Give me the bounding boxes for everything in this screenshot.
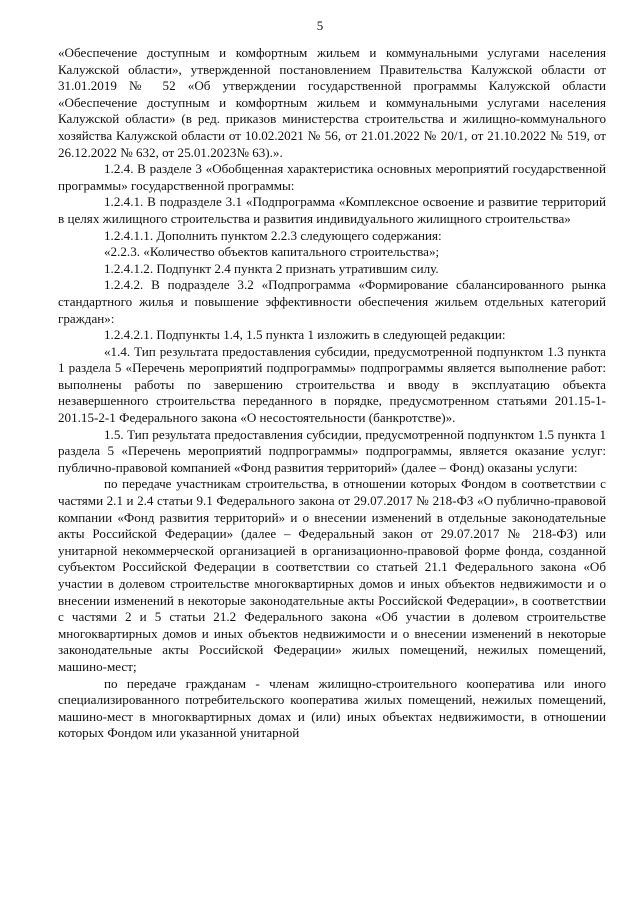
- page-number: 5: [316, 18, 324, 33]
- paragraph-12: по передаче гражданам - членам жилищно-строительного кооператива или иного специализированного потребительского кооператива жилых помещений, нежилых помещений, машино-мест в многоквартирных домах и (или) иных объектах недвижимости, в отношении которых Фондом или указанной унитарной: [58, 675, 606, 741]
- paragraph-8: 1.2.4.2.1. Подпункты 1.4, 1.5 пункта 1 изложить в следующей редакции:: [104, 327, 506, 343]
- paragraph-7: 1.2.4.2. В подразделе 3.2 «Подпрограмма «Формирование сбалансированного рынка стандартного жилья и повышение эффективности обеспечения жильем отдельных категорий граждан»:: [58, 277, 606, 326]
- paragraph-6: 1.2.4.1.2. Подпункт 2.4 пункта 2 признать утратившим силу.: [104, 260, 439, 276]
- document-body: [58, 45, 606, 742]
- paragraph-10: 1.5. Тип результата предоставления субсидии, предусмотренной подпунктом 1.5 пункта 1 раздела 5 «Перечень мероприятий подпрограммы» подпрограммы, является оказание услуг: публично-правовой компанией «Фонд развития территорий» (далее – Фонд) оказаны услуги:: [58, 426, 606, 475]
- paragraph-3: 1.2.4.1. В подразделе 3.1 «Подпрограмма «Комплексное освоение и развитие территорий в целях жилищного строительства и развития индивидуального жилищного строительства»: [58, 194, 606, 226]
- paragraph-5: «2.2.3. «Количество объектов капитального строительства»;: [104, 244, 440, 260]
- paragraph-4: 1.2.4.1.1. Дополнить пунктом 2.2.3 следующего содержания:: [104, 227, 442, 243]
- paragraph-1: «Обеспечение доступным и комфортным жильем и коммунальными услугами населения Калужской области», утвержденной постановлением Правительства Калужской области от 31.01.2019 № 52 «Об утверждении государственной программы Калужской области «Обеспечение доступным и комфортным жильем и коммунальными услугами населения Калужской области» (в ред. приказов министерства строительства и жилищно-коммунального хозяйства Калужской области от 10.02.2021 № 56, от 21.01.2022 № 20/1, от 21.10.2022 № 519, от 26.12.2022 № 632, от 25.01.2023№ 63).».: [58, 45, 606, 160]
- paragraph-9: «1.4. Тип результата предоставления субсидии, предусмотренной подпунктом 1.3 пункта 1 раздела 5 «Перечень мероприятий подпрограммы» подпрограммы является выполнение работ: выполнены работы по завершению строительства и вводу в эксплуатацию объекта незавершенного строительства переданного в порядке, предусмотренном статьями 201.15-1-201.15-2-1 Федерального закона «О несостоятельности (банкротстве)».: [58, 343, 606, 426]
- paragraph-11: по передаче участникам строительства, в отношении которых Фондом в соответствии с частями 2.1 и 2.4 статьи 9.1 Федерального закона от 29.07.2017 № 218-ФЗ «О публично-правовой компании «Фонд развития территорий» и о внесении изменений в отдельные законодательные акты Российской Федерации» (далее – Федеральный закон от 29.07.2017 № 218-ФЗ) или унитарной некоммерческой организацией в организационно-правовой форме фонда, созданной субъектом Российской Федерации в соответствии со статьей 21.1 Федерального закона «Об участии в долевом строительстве многоквартирных домов и иных объектов недвижимости и о внесении изменений в некоторые законодательные акты Российской Федерации», в соответствии с частями 2 и 5 статьи 21.2 Федерального закона «Об участии в долевом строительстве многоквартирных домов и иных объектов недвижимости и о внесении изменений в некоторые законодательные акты Российской Федерации» жилых помещений, нежилых помещений, машино-мест;: [58, 476, 606, 674]
- paragraph-2: 1.2.4. В разделе 3 «Обобщенная характеристика основных мероприятий государственной программы» государственной программы:: [58, 161, 606, 193]
